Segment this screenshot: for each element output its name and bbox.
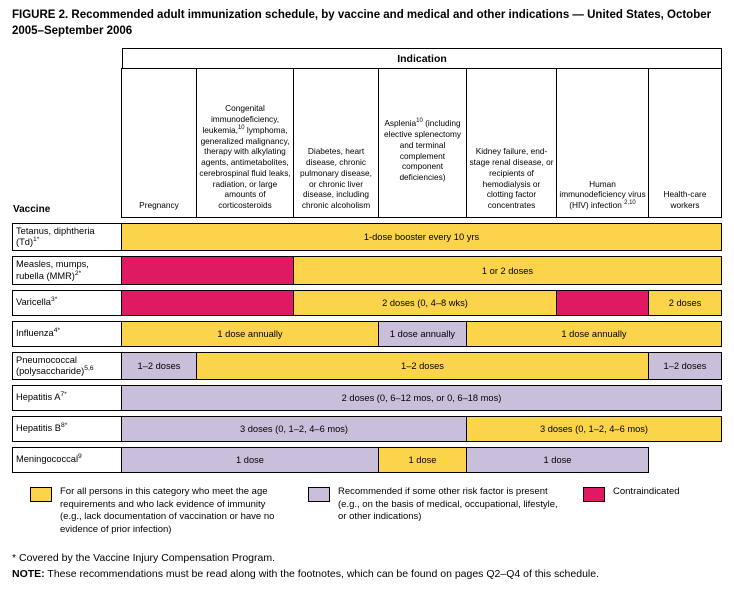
vaccine-row	[12, 385, 722, 411]
vaccine-name-label: Pneumococcal (polysaccharide)$^{5,6}$	[16, 354, 94, 376]
indication-header-row	[12, 48, 722, 69]
vaccine-name-label: Meningococcal$^9$	[16, 453, 82, 465]
vaccine-name-label: Measles, mumps, rubella (MMR)$^{2*}$	[16, 259, 89, 281]
vaccine-name-label: Hepatitis $A^{7*}$	[16, 391, 67, 403]
legend-item-contraindicated	[583, 486, 680, 502]
red-legend-swatch	[583, 487, 605, 502]
segment-label: 1–2 doses	[137, 360, 181, 371]
vaccine-column-header: Vaccine	[13, 204, 51, 216]
note-footnote	[12, 566, 722, 582]
column-header-label: Asplenia$^{10}$ (including elective splenectomy and terminal complement component deficiencies)	[383, 118, 461, 183]
vaccine-name-label: Influenza$^{4*}$	[16, 326, 61, 339]
schedule-segment-yellow	[121, 321, 379, 347]
note-text: These recommendations must be read along with the footnotes, which can be found on pages Q2–Q4 of this schedule.	[47, 568, 599, 581]
schedule-segment-purple	[378, 321, 467, 347]
segment-label: 1 dose	[408, 454, 437, 465]
schedule-segment-yellow	[196, 352, 649, 380]
segment-label: 2 doses	[668, 297, 702, 308]
segment-label: 1 dose annually	[217, 328, 283, 339]
column-header-label: Diabetes, heart disease, chronic pulmonary disease, or chronic liver disease, including chronic alcoholism	[300, 146, 372, 211]
vaccine-name	[12, 256, 122, 284]
note-label: NOTE:	[12, 568, 45, 581]
schedule-segment-yellow	[293, 256, 722, 284]
vaccine-name	[12, 223, 122, 251]
yellow-legend-swatch	[30, 487, 52, 502]
schedule-segment-purple	[121, 447, 379, 473]
vaccine-row	[12, 352, 722, 380]
footnotes	[12, 550, 722, 583]
vaccine-row	[12, 416, 722, 442]
column-header-label: Human immunodeficiency virus (HIV) infection $^{2,10}$	[559, 178, 646, 211]
figure-title: FIGURE 2. Recommended adult immunization schedule, by vaccine and medical and other indications — United States, October 2005–September 2006	[12, 9, 712, 37]
column-header-row	[12, 68, 722, 218]
indication-header: Indication	[122, 48, 722, 69]
column-header-1	[121, 68, 197, 218]
segment-label: 1 or 2 doses	[481, 265, 534, 276]
segment-label: 1 dose annually	[389, 328, 456, 339]
legend-text-contraindicated: Contraindicated	[613, 485, 680, 497]
column-header-3	[293, 68, 379, 218]
legend-text-risk-factor: Recommended if some other risk factor is present (e.g., on the basis of medical, occupational, lifestyle, or other indications)	[338, 485, 558, 523]
segment-label: 1-dose booster every 10 yrs	[363, 232, 480, 243]
vaccine-row	[12, 256, 722, 284]
segment-label: 3 doses (0, 1–2, 4–6 mos)	[239, 423, 348, 434]
schedule-segment-yellow	[466, 416, 722, 442]
vaccine-name	[12, 321, 122, 347]
schedule-segment-purple	[121, 385, 722, 411]
schedule-segment-yellow	[466, 321, 722, 347]
column-header-6	[556, 68, 649, 218]
vaccine-row	[12, 321, 722, 347]
legend-item-recommended-all	[30, 486, 288, 536]
vaccine-name-label: Varicella$^{3*}$	[16, 295, 58, 308]
vicp-footnote: * Covered by the Vaccine Injury Compensation Program.	[12, 552, 276, 565]
vaccine-name	[12, 385, 122, 411]
indication-spacer	[12, 48, 122, 69]
legend-text-recommended-all: For all persons in this category who meet the age requirements and who lack evidence of immunity (e.g., lack documentation of vaccination or have no evidence of prior infection)	[60, 485, 275, 535]
segment-label: 1 dose annually	[561, 328, 627, 339]
immunization-schedule-table	[12, 48, 722, 473]
vaccine-row	[12, 223, 722, 251]
vaccine-name	[12, 290, 122, 316]
schedule-segment-purple	[466, 447, 649, 473]
schedule-segment-purple	[121, 352, 197, 380]
column-header-7	[648, 68, 722, 218]
schedule-segment-purple	[121, 416, 467, 442]
segment-label: 2 doses (0, 4–8 wks)	[382, 297, 468, 308]
vaccine-name	[12, 352, 122, 380]
column-header-label: Kidney failure, end-stage renal disease, or recipients of hemodialysis or clotting factor concentrates	[469, 146, 554, 211]
legend	[12, 486, 722, 536]
segment-label: 1–2 doses	[401, 360, 444, 371]
column-header-label: Health-care workers	[663, 189, 707, 211]
vaccine-name-label: Tetanus, diphtheria $(Td)^{1*}$	[16, 226, 95, 248]
schedule-segment-purple	[648, 352, 722, 380]
vaccine-name	[12, 416, 122, 442]
purple-legend-swatch	[308, 487, 330, 502]
table-body	[12, 223, 722, 473]
schedule-segment-red	[121, 290, 294, 316]
column-header-label: Congenital immunodeficiency, leukemia,$^{10}$ lymphoma, generalized malignancy, therapy with alkylating agents, antimetabolites, cerebrospinal fluid leaks, radiation, or large amounts of corticosteroids	[199, 103, 291, 211]
column-header-4	[378, 68, 467, 218]
schedule-segment-yellow	[378, 447, 467, 473]
segment-label: 3 doses (0, 1–2, 4–6 mos)	[539, 423, 648, 434]
vaccine-name	[12, 447, 122, 473]
vaccine-name-label: Hepatitis $B^{8*}$	[16, 422, 68, 434]
column-header-2	[196, 68, 294, 218]
schedule-segment-yellow	[648, 290, 722, 316]
segment-label: 1 dose	[236, 454, 264, 465]
schedule-segment-yellow	[293, 290, 557, 316]
vaccine-row	[12, 447, 722, 473]
segment-label: 1 dose	[543, 454, 572, 465]
column-header-label: Pregnancy	[139, 200, 179, 211]
column-header-5	[466, 68, 557, 218]
segment-label: 2 doses (0, 6–12 mos, or 0, 6–18 mos)	[341, 392, 502, 403]
schedule-segment-red	[556, 290, 649, 316]
schedule-segment-yellow	[121, 223, 722, 251]
schedule-segment-red	[121, 256, 294, 284]
vaccine-row	[12, 290, 722, 316]
legend-item-risk-factor	[308, 486, 563, 524]
segment-label: 1–2 doses	[663, 360, 707, 371]
